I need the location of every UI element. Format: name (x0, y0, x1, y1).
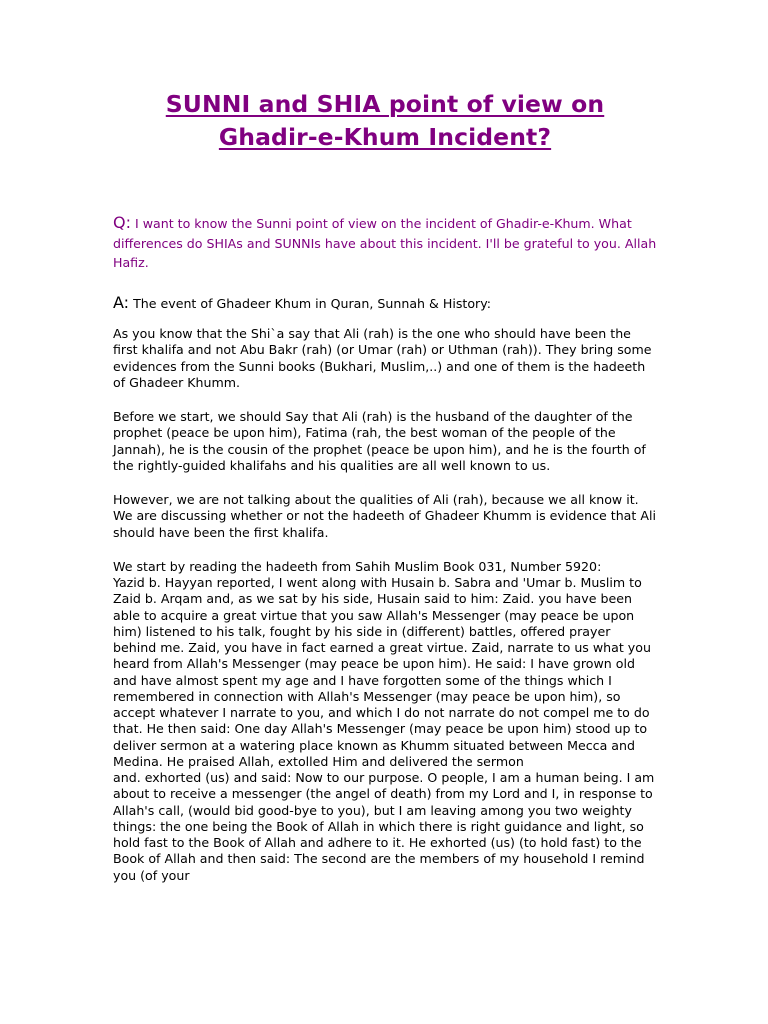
paragraph-shia-claim: As you know that the Shi`a say that Ali (rah) is the one who should have been the first khalifa and not Abu Bakr (rah) (or Umar (rah) or Uthman (rah)). They bring some evidences from the Sunni books (Bukhari, Muslim,..) and one of them is the hadeeth of Ghadeer Khumm. (113, 326, 652, 390)
page-title (113, 88, 657, 154)
paragraph-hadeeth: We start by reading the hadeeth from Sahih Muslim Book 031, Number 5920: Yazid b. Hayyan reported, I went along with Husain b. Sabra and 'Umar b. Muslim to Zaid b. Arqam and, as we sat by his side, Husain said to him: Zaid. you have been able to acquire a great virtue that you saw Allah's Messenger (may peace be upon him) listened to his talk, fought by his side in (different) battles, offered prayer behind me. Zaid, you have in fact earned a great virtue. Zaid, narrate to us what you heard from Allah's Messenger (may peace be upon him). He said: I have grown old and have almost spent my age and I have forgotten some of the things which I remembered in connection with Allah's Messenger (may peace be upon him), so accept whatever I narrate to you, and which I do not narrate do not compel me to do that. He then said: One day Allah's Messenger (may peace be upon him) stood up to deliver sermon at a watering place known as Khumm situated between Mecca and Medina. He praised Allah, extolled Him and delivered the sermon and. exhorted (us) and said: Now to our purpose. O people, I am a human being. I am about to receive a messenger (the angel of death) from my Lord and I, in response to Allah's call, (would bid good-bye to you), but I am leaving among you two weighty things: the one being the Book of Allah in which there is right guidance and light, so hold fast to the Book of Allah and adhere to it. He exhorted (us) (to hold fast) to the Book of Allah and then said: The second are the members of my household I remind you (of your (113, 558, 655, 883)
answer-intro (113, 293, 657, 314)
question-label: Q: (113, 213, 131, 232)
paragraph-ali-qualities: Before we start, we should Say that Ali (rah) is the husband of the daughter of the prophet (peace be upon him), Fatima (rah, the best woman of the people of the Jannah), he is the cousin of the prophet (peace be upon him), and he is the fourth of the rightly-guided khalifahs and his qualities are all well known to us. (113, 409, 646, 473)
question-text: I want to know the Sunni point of view on the incident of Ghadir-e-Khum. What differences do SHIAs and SUNNIs have about this incident. I'll be grateful to you. Allah Hafiz. (113, 216, 657, 270)
answer-label: A: (113, 292, 130, 312)
paragraph-not-qualities: However, we are not talking about the qualities of Ali (rah), because we all know it. We are discussing whether or not the hadeeth of Ghadeer Khumm is evidence that Ali should have been the first khalifa. (113, 492, 656, 540)
title-line-1: SUNNI and SHIA point of view on (165, 90, 605, 118)
question-paragraph (113, 213, 657, 273)
title-line-2: Ghadir-e-Khum Incident? (218, 123, 552, 151)
answer-intro-text: The event of Ghadeer Khum in Quran, Sunnah & History: (129, 295, 491, 311)
